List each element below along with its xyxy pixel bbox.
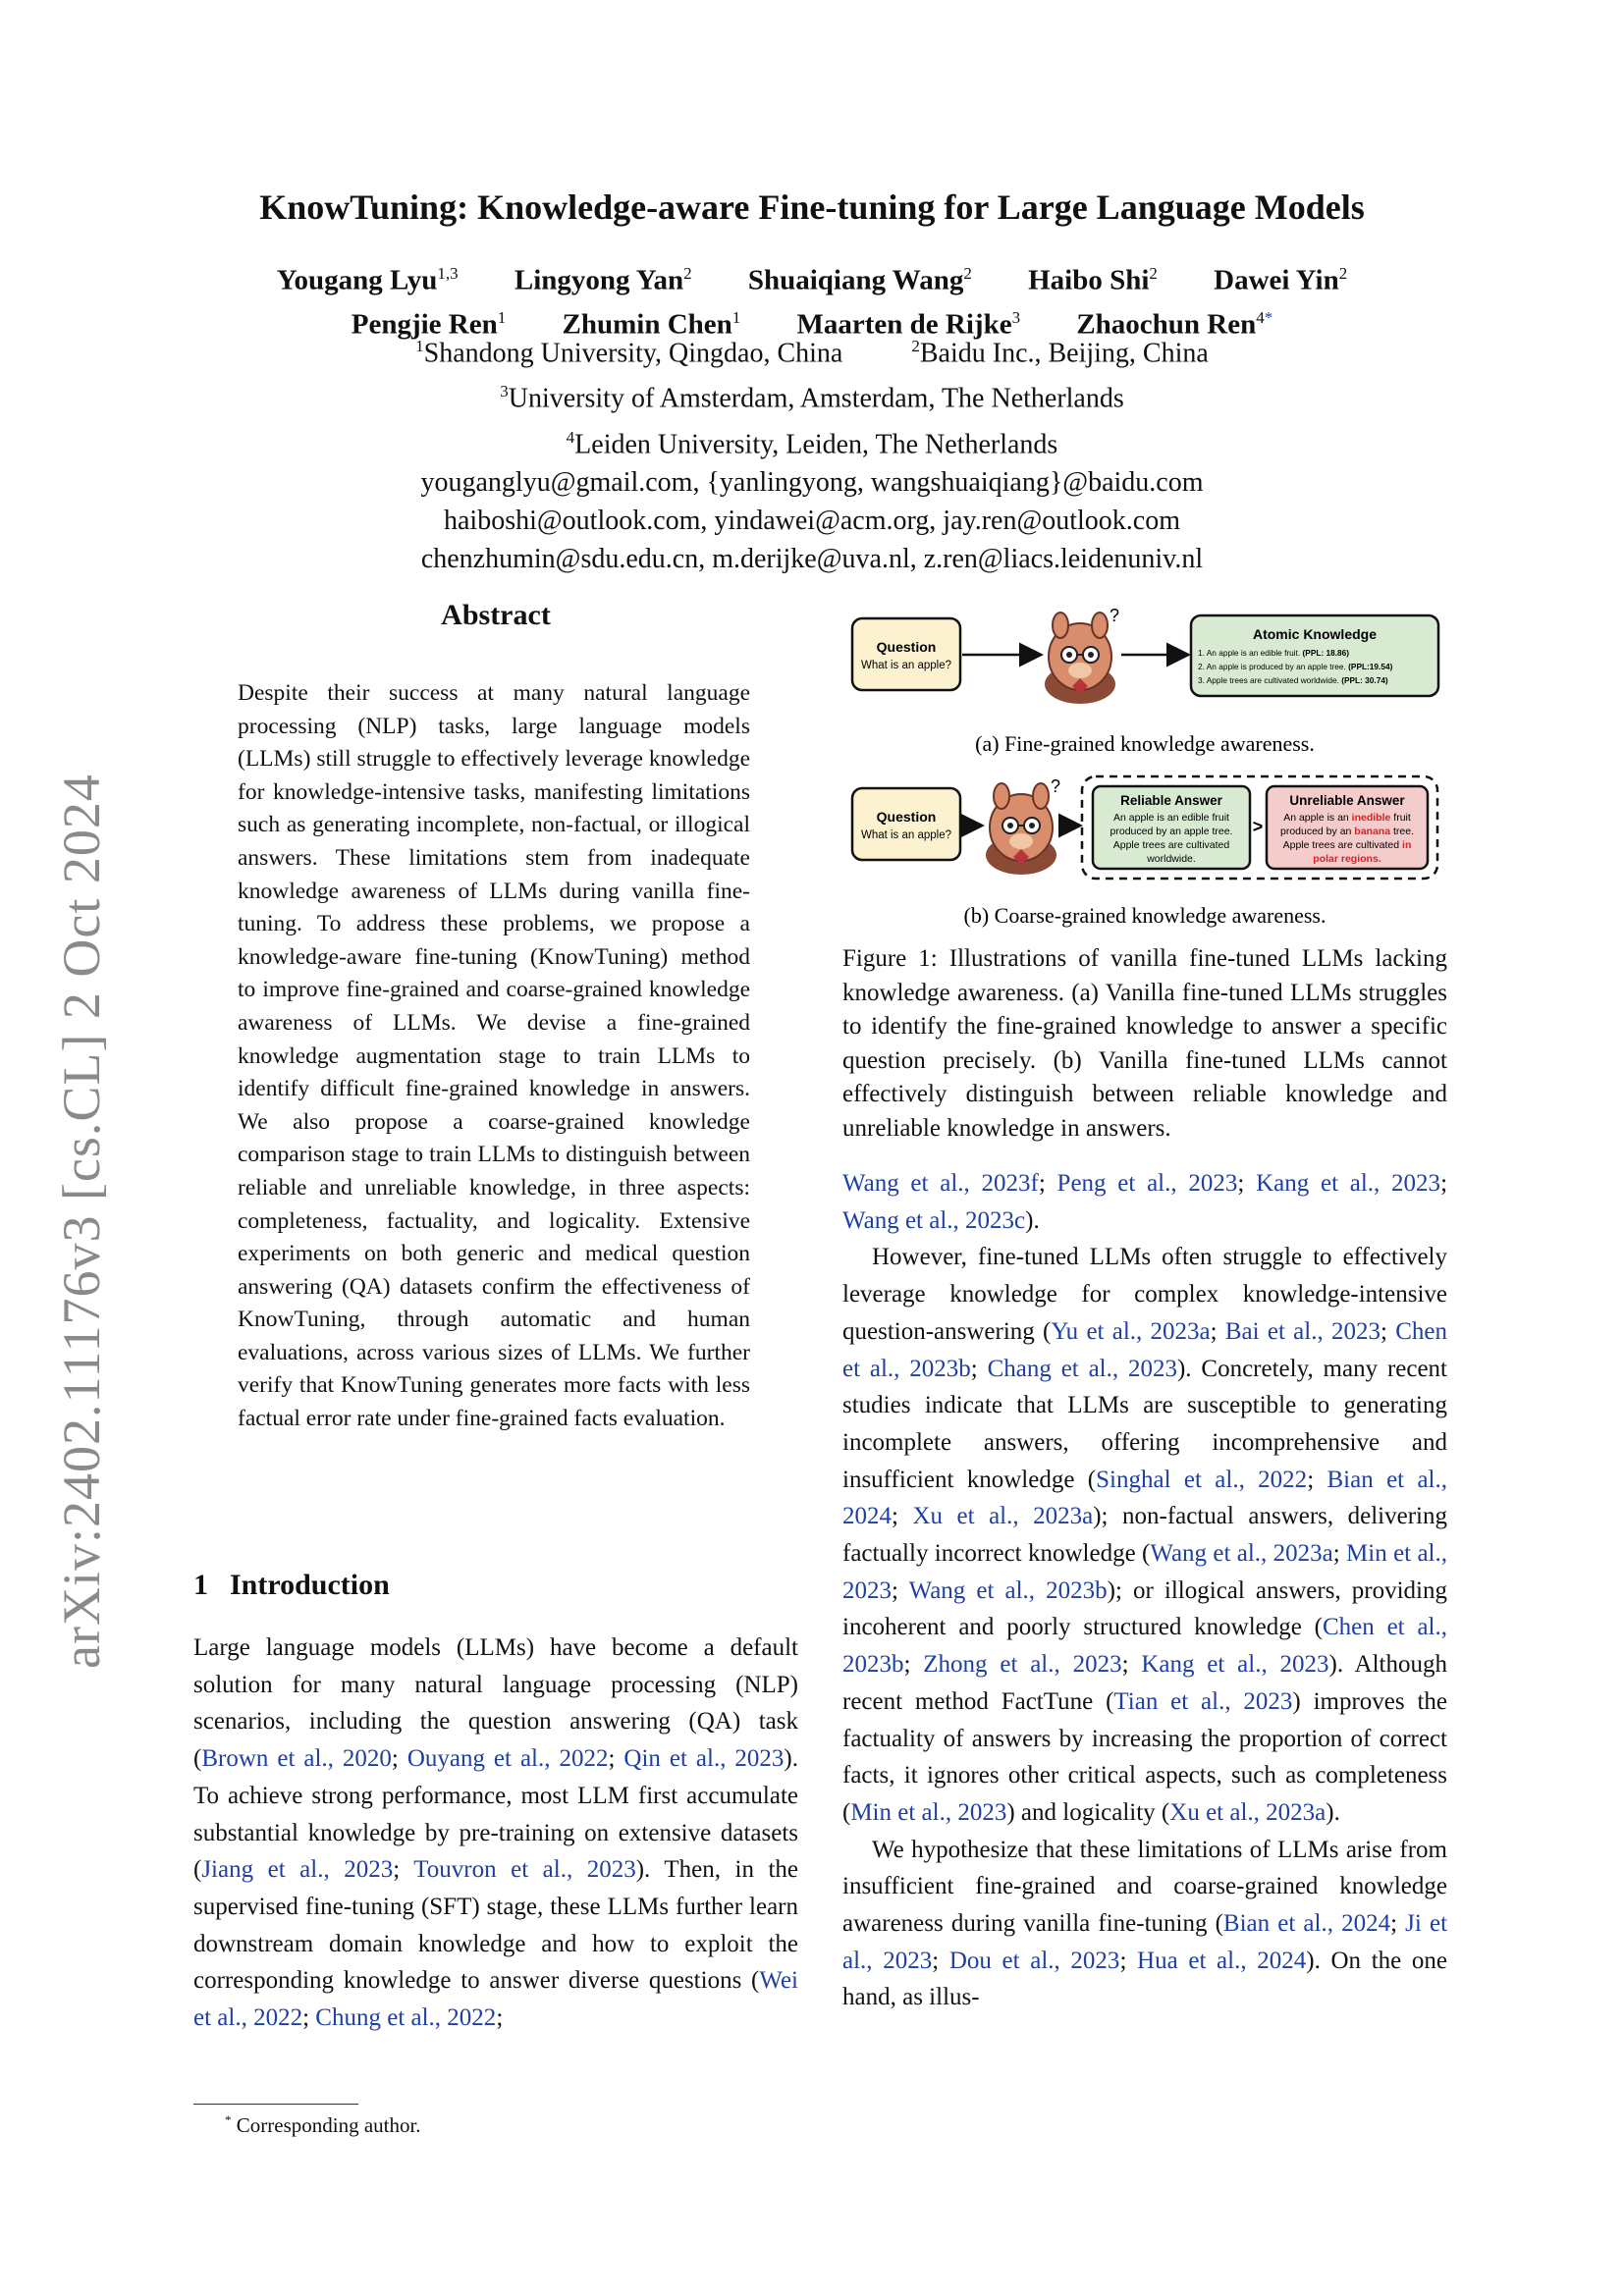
knowledge-item: 3. Apple trees are cultivated worldwide. (PPL: 30.74) (1198, 675, 1388, 685)
reliable-answer-line: An apple is an edible fruit (1113, 812, 1229, 824)
unreliable-answer-line: Apple trees are cultivated in (1282, 839, 1412, 851)
citation-link[interactable]: Bian et al., 2024 (842, 1466, 1448, 1530)
citation-link[interactable]: Min et al., 2023 (850, 1798, 1007, 1826)
corresponding-star-link[interactable]: * (1264, 307, 1273, 327)
arxiv-sidebar (51, 774, 130, 1747)
author: Pengjie Ren$^1$ (351, 307, 507, 341)
citation-link[interactable]: Kang et al., 2023 (1256, 1170, 1441, 1197)
unreliable-answer-title: Unreliable Answer (1289, 793, 1405, 808)
citation-link[interactable]: Wang et al., 2023f (842, 1170, 1039, 1197)
unreliable-answer-line: produced by an banana tree. (1279, 826, 1415, 837)
affiliation-row: $^1$Shandong University, Qingdao, China $^2$Baidu Inc., Beijing, China (415, 337, 1209, 369)
knowledge-item: 1. An apple is an edible fruit. (PPL: 18.86) (1198, 648, 1350, 658)
subfigure-caption-b: (b) Coarse-grained knowledge awareness. (963, 903, 1326, 928)
citation-link[interactable]: Min et al., 2023 (842, 1540, 1447, 1604)
atomic-knowledge-title: Atomic Knowledge (1252, 626, 1378, 642)
paper-title: KnowTuning: Knowledge-aware Fine-tuning for Large Language Models (259, 187, 1365, 227)
affiliation-row: $^4$Leiden University, Leiden, The Netherlands (566, 427, 1058, 459)
citation-link[interactable]: Wang et al., 2023c (842, 1206, 1026, 1234)
author: Haibo Shi$^2$ (1028, 264, 1158, 296)
thinking-mark: ? (1110, 606, 1120, 625)
citation-link[interactable]: Wang et al., 2023b (908, 1576, 1108, 1604)
reliable-answer-line: produced by an apple tree. (1110, 826, 1233, 837)
figure-1a (852, 606, 1438, 704)
citation-link[interactable]: Dou et al., 2023 (948, 1947, 1120, 1974)
abstract-heading: Abstract (441, 599, 551, 631)
question-title: Question (876, 639, 937, 655)
paragraph: However, fine-tuned LLMs often struggle to effectively leverage knowledge for complex knowledge-intensive question-answering (Yu et al., 2023a; Bai et al., 2023; Chen et al., 2023b; Chang et al., 2023). Concretely, many recent studies indicate that LLMs are susceptible to generating incomplete answers, offering incomprehensive and insufficient knowledge (Singhal et al., 2022; Bian et al., 2024; Xu et al., 2023a); non-factual answers, delivering factually incorrect knowledge (Wang et al., 2023a; Min et al., 2023; Wang et al., 2023b); or illogical answers, providing incoherent and poorly structured knowledge (Chen et al., 2023b; Zhong et al., 2023; Kang et al., 2023). Although recent method FactTune (Tian et al., 2023) improves the factuality of answers by increasing the proportion of correct facts, it ignores other critical aspects, such as completeness (Min et al., 2023) and logicality (Xu et al., 2023a). (842, 1244, 1448, 1826)
question-text: What is an apple? (860, 660, 952, 671)
footnote: * Corresponding author. (225, 2112, 421, 2137)
author: Zhumin Chen$^1$ (562, 307, 741, 341)
reliable-answer-line: worldwide. (1147, 853, 1196, 865)
citation-link[interactable]: Chang et al., 2023 (987, 1355, 1177, 1382)
question-text: What is an apple? (860, 829, 952, 841)
citation-link[interactable]: Yu et al., 2023a (1051, 1317, 1211, 1345)
intro-paragraph: Large language models (LLMs) have become a default solution for many natural language processing (NLP) scenarios, including the question answering (QA) task (Brown et al., 2020; Ouyang et al., 2022; Qin et al., 2023). To achieve strong performance, most LLM first accumulate substantial knowledge by pre-training on extensive datasets (Jiang et al., 2023; Touvron et al., 2023). Then, in the supervised fine-tuning (SFT) stage, these LLMs further learn downstream domain knowledge and how to exploit the corresponding knowledge to answer diverse questions (Wei et al., 2022; Chung et al., 2022; (193, 1634, 799, 2032)
author: Dawei Yin$^2$ (1214, 264, 1348, 296)
footnote-rule (193, 2104, 358, 2105)
citation-link[interactable]: Jiang et al., 2023 (201, 1856, 394, 1884)
citation-link[interactable]: Ouyang et al., 2022 (406, 1745, 609, 1773)
citation-link[interactable]: Wang et al., 2023a (1150, 1540, 1333, 1568)
unreliable-answer-line: An apple is an inedible fruit (1283, 812, 1411, 824)
greater-than-sign: > (1252, 817, 1264, 836)
affiliation-row: $^3$University of Amsterdam, Amsterdam, The Netherlands (500, 382, 1124, 414)
section-heading-introduction: 1 Introduction (193, 1569, 390, 1601)
email-row: chenzhumin@sdu.edu.cn, m.derijke@uva.nl, z.ren@liacs.leidenuniv.nl (420, 543, 1204, 574)
unreliable-answer-line: polar regions. (1313, 853, 1381, 865)
citation-link[interactable]: Touvron et al., 2023 (413, 1856, 636, 1884)
citation-link[interactable]: Tian et al., 2023 (1113, 1687, 1293, 1715)
citation-link[interactable]: Hua et al., 2024 (1137, 1947, 1307, 1974)
citation-link[interactable]: Bian et al., 2024 (1222, 1910, 1391, 1938)
thinking-mark: ? (1051, 776, 1061, 796)
llama-mascot-icon (1045, 613, 1115, 704)
author: Maarten de Rijke$^3$ (796, 307, 1021, 341)
author: Shuaiqiang Wang$^2$ (747, 264, 972, 296)
citation-link[interactable]: Singhal et al., 2022 (1096, 1466, 1308, 1493)
figure-1b (852, 776, 1437, 879)
email-row: haiboshi@outlook.com, yindawei@acm.org, jay.ren@outlook.com (444, 505, 1180, 536)
citation-link[interactable]: Kang et al., 2023 (1141, 1651, 1329, 1679)
abstract-text: Despite their success at many natural language processing (NLP) tasks, large language models (LLMs) still struggle to effectively leverage knowledge for knowledge-intensive tasks, manifesting limitations such as generating incomplete, non-factual, or illogical answers. These limitations stem from inadequate knowledge awareness of LLMs during vanilla fine-tuning. To address these problems, we propose a knowledge-aware fine-tuning (KnowTuning) method to improve fine-grained and coarse-grained knowledge awareness of LLMs. We devise a fine-grained knowledge augmentation stage to train LLMs to identify difficult fine-grained knowledge in answers. We also propose a coarse-grained knowledge comparison stage to train LLMs to distinguish between reliable and unreliable knowledge, in three aspects: completeness, factuality, and logicality. Extensive experiments on both generic and medical question answering (QA) datasets confirm the effectiveness of KnowTuning, through automatic and human evaluations, across various sizes of LLMs. We further verify that KnowTuning generates more facts with less factual error rate under fine-grained facts evaluation. (238, 680, 750, 1432)
citation-link[interactable]: Wei et al., 2022 (193, 1967, 798, 2032)
author-row-1 (0, 255, 1624, 299)
email-row: youganglyu@gmail.com, {yanlingyong, wangshuaiqiang}@baidu.com (420, 466, 1204, 498)
author: Yougang Lyu$^{1,3}$ (276, 264, 459, 296)
llama-mascot-icon (986, 783, 1056, 875)
question-title: Question (876, 809, 937, 825)
reliable-answer-title: Reliable Answer (1120, 793, 1222, 808)
figure-1 (842, 604, 1447, 937)
citation-link[interactable]: Peng et al., 2023 (1056, 1170, 1238, 1197)
citation-link[interactable]: Brown et al., 2020 (201, 1745, 392, 1773)
author: Lingyong Yan$^2$ (514, 264, 692, 296)
reliable-answer-line: Apple trees are cultivated (1112, 839, 1230, 851)
citation-link[interactable]: Bai et al., 2023 (1224, 1317, 1380, 1345)
citation-link[interactable]: Chung et al., 2022 (315, 2004, 497, 2032)
citation-link[interactable]: Qin et al., 2023 (623, 1745, 785, 1773)
arxiv-identifier: arXiv:2402.11176v3 [cs.CL] 2 Oct 2024 (52, 774, 111, 1669)
right-column-text (842, 1165, 1447, 2016)
paragraph: Wang et al., 2023f; Peng et al., 2023; Kang et al., 2023; Wang et al., 2023c). (842, 1170, 1448, 1234)
citation-link[interactable]: Ji et al., 2023 (842, 1910, 1448, 1974)
citation-link[interactable]: Zhong et al., 2023 (923, 1651, 1122, 1679)
author: Zhaochun Ren$^{4*}$ (1076, 307, 1273, 341)
figure-caption: Figure 1: Illustrations of vanilla fine-tuned LLMs lacking knowledge awareness. (a) Vanilla fine-tuned LLMs struggles to identify the fine-grained knowledge to answer a specific question precisely. (b) Vanilla fine-tuned LLMs cannot effectively distinguish between reliable knowledge and unreliable knowledge in answers. (842, 945, 1447, 1142)
citation-link[interactable]: Chen et al., 2023b (842, 1614, 1447, 1679)
citation-link[interactable]: Xu et al., 2023a (1169, 1798, 1326, 1826)
paragraph: We hypothesize that these limitations of LLMs arise from insufficient fine-grained and coarse-grained knowledge awareness during vanilla fine-tuning (Bian et al., 2024; Ji et al., 2023; Dou et al., 2023; Hua et al., 2024). On the one hand, as illus- (842, 1836, 1448, 2011)
subfigure-caption-a: (a) Fine-grained knowledge awareness. (975, 731, 1315, 756)
citation-link[interactable]: Xu et al., 2023a (912, 1503, 1094, 1530)
citation-link[interactable]: Chen et al., 2023b (842, 1317, 1447, 1382)
knowledge-item: 2. An apple is produced by an apple tree. (PPL:19.54) (1198, 662, 1393, 671)
affiliations (0, 327, 1624, 578)
